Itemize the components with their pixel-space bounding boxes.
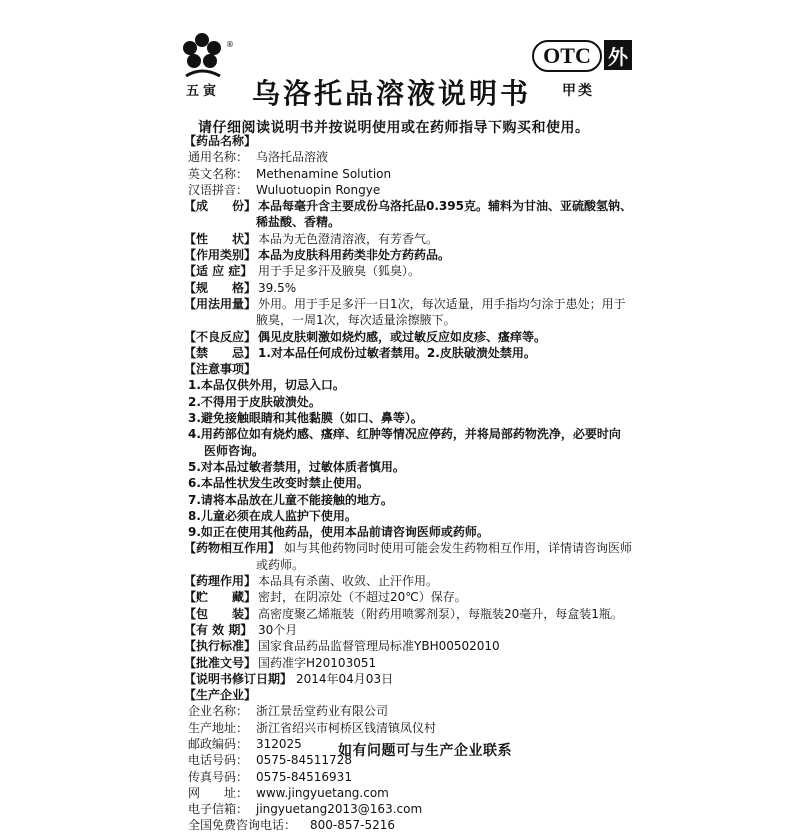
composition-line-2: 稀盐酸、香精。 xyxy=(256,215,341,230)
leaflet-body xyxy=(184,133,644,834)
revision-label: 【说明书修订日期】 xyxy=(184,671,293,686)
standard-label: 【执行标准】 xyxy=(184,639,257,654)
address-label: 生产地址： xyxy=(188,720,249,735)
pinyin-label: 汉语拼音： xyxy=(188,182,249,197)
composition-label: 【成 份】 xyxy=(184,199,257,214)
validity-value: 30个月 xyxy=(258,622,298,637)
indication-label: 【适 应 症】 xyxy=(184,264,253,279)
precautions-label: 【注意事项】 xyxy=(184,362,257,377)
usage-line-2: 腋臭，一周1次，每次适量涂擦腋下。 xyxy=(256,313,456,328)
composition-line-1: 本品每毫升含主要成份乌洛托品0.395克。辅料为甘油、亚硫酸氢钠、 xyxy=(258,199,632,214)
precaution-item: 7.请将本品放在儿童不能接触的地方。 xyxy=(188,492,393,507)
hotline-label: 全国免费咨询电话： xyxy=(188,818,297,833)
address-value: 浙江省绍兴市柯桥区钱清镇凤仪村 xyxy=(256,720,437,735)
spec-label: 【规 格】 xyxy=(184,280,257,295)
flower-logo-icon xyxy=(176,30,228,82)
usage-line-1: 外用。用于手足多汗一日1次，每次适量，用手指均匀涂于患处；用于 xyxy=(258,296,626,311)
fax-value: 0575-84516931 xyxy=(256,769,352,784)
precaution-item: 5.对本品过敏者禁用，过敏体质者慎用。 xyxy=(188,459,405,474)
precaution-item: 9.如正在使用其他药品，使用本品前请咨询医师或药师。 xyxy=(188,525,489,540)
document-title: 乌洛托品溶液说明书 xyxy=(252,77,532,110)
approval-label: 【批准文号】 xyxy=(184,655,257,670)
standard-value: 国家食品药品监督管理局标准YBH00502010 xyxy=(258,639,500,654)
fax-label: 传真号码： xyxy=(188,769,249,784)
package-value: 高密度聚乙烯瓶装（附药用喷雾剂泵），每瓶装20毫升，每盒装1瓶。 xyxy=(258,606,623,621)
revision-value: 2014年04月03日 xyxy=(296,671,394,686)
precaution-item: 4.用药部位如有烧灼感、瘙痒、红肿等情况应停药，并将局部药物洗净，必要时向 xyxy=(188,427,621,442)
brand-name: 五寅 xyxy=(186,84,221,99)
precaution-item: 6.本品性状发生改变时禁止使用。 xyxy=(188,476,369,491)
company-name-value: 浙江景岳堂药业有限公司 xyxy=(256,704,389,719)
phone-value: 0575-84511728 xyxy=(256,753,352,768)
pharmacology-value: 本品具有杀菌、收敛、止汗作用。 xyxy=(258,574,439,589)
precaution-item: 1.本品仅供外用，切忌入口。 xyxy=(188,378,345,393)
generic-name-value: 乌洛托品溶液 xyxy=(256,150,329,165)
contraindication-value: 1.对本品任何成份过敏者禁用。2.皮肤破溃处禁用。 xyxy=(258,345,536,360)
pinyin-value: Wuluotuopin Rongye xyxy=(256,182,381,197)
contraindication-label: 【禁 忌】 xyxy=(184,345,257,360)
english-name-label: 英文名称： xyxy=(188,166,249,181)
storage-label: 【贮 藏】 xyxy=(184,590,257,605)
adverse-label: 【不良反应】 xyxy=(184,329,257,344)
manufacturer-label: 【生产企业】 xyxy=(184,688,257,703)
precaution-item: 3.避免接触眼睛和其他黏膜（如口、鼻等）。 xyxy=(188,411,423,426)
validity-label: 【有 效 期】 xyxy=(184,622,253,637)
postcode-label: 邮政编码： xyxy=(188,736,249,751)
property-label: 【性 状】 xyxy=(184,231,257,246)
website-link[interactable]: www.jingyuetang.com xyxy=(256,785,389,800)
phone-label: 电话号码： xyxy=(188,753,249,768)
pharmacology-label: 【药理作用】 xyxy=(184,574,257,589)
drug-name-label: 【药品名称】 xyxy=(184,134,257,148)
website-label: 网 址： xyxy=(188,785,249,800)
generic-name-label: 通用名称： xyxy=(188,150,249,165)
reading-notice: 请仔细阅读说明书并按说明使用或在药师指导下购买和使用。 xyxy=(198,120,590,136)
spec-value: 39.5% xyxy=(258,280,297,295)
registered-mark: ® xyxy=(226,40,234,49)
interaction-line-1: 如与其他药物同时使用可能会发生药物相互作用，详情请咨询医师 xyxy=(284,541,633,556)
indication-value: 用于手足多汗及腋臭（狐臭）。 xyxy=(258,264,421,279)
postcode-value: 312025 xyxy=(256,736,302,751)
contact-footer: 如有问题可与生产企业联系 xyxy=(338,743,512,759)
otc-category: 甲类 xyxy=(562,83,594,99)
precaution-item: 8.儿童必须在成人监护下使用。 xyxy=(188,508,357,523)
property-value: 本品为无色澄清溶液，有芳香气。 xyxy=(258,231,439,246)
adverse-value: 偶见皮肤刺激如烧灼感，或过敏反应如皮疹、瘙痒等。 xyxy=(258,329,547,344)
company-name-label: 企业名称： xyxy=(188,704,249,719)
package-label: 【包 装】 xyxy=(184,606,257,621)
category-value: 本品为皮肤科用药类非处方药药品。 xyxy=(258,248,451,263)
precaution-item: 2.不得用于皮肤破溃处。 xyxy=(188,394,321,409)
english-name-value: Methenamine Solution xyxy=(256,166,392,181)
storage-value: 密封，在阴凉处（不超过20℃）保存。 xyxy=(258,590,467,605)
email-link[interactable]: jingyuetang2013@163.com xyxy=(256,802,423,817)
approval-value: 国药准字H20103051 xyxy=(258,655,377,670)
category-label: 【作用类别】 xyxy=(184,248,257,263)
precaution-item-continued: 医师咨询。 xyxy=(204,443,265,458)
email-label: 电子信箱： xyxy=(188,802,249,817)
otc-badge: OTC xyxy=(532,40,602,72)
usage-label: 【用法用量】 xyxy=(184,296,257,311)
hotline-value: 800-857-5216 xyxy=(310,818,396,833)
interaction-label: 【药物相互作用】 xyxy=(184,541,281,556)
external-use-badge: 外 xyxy=(604,40,632,70)
interaction-line-2: 或药师。 xyxy=(256,557,305,572)
